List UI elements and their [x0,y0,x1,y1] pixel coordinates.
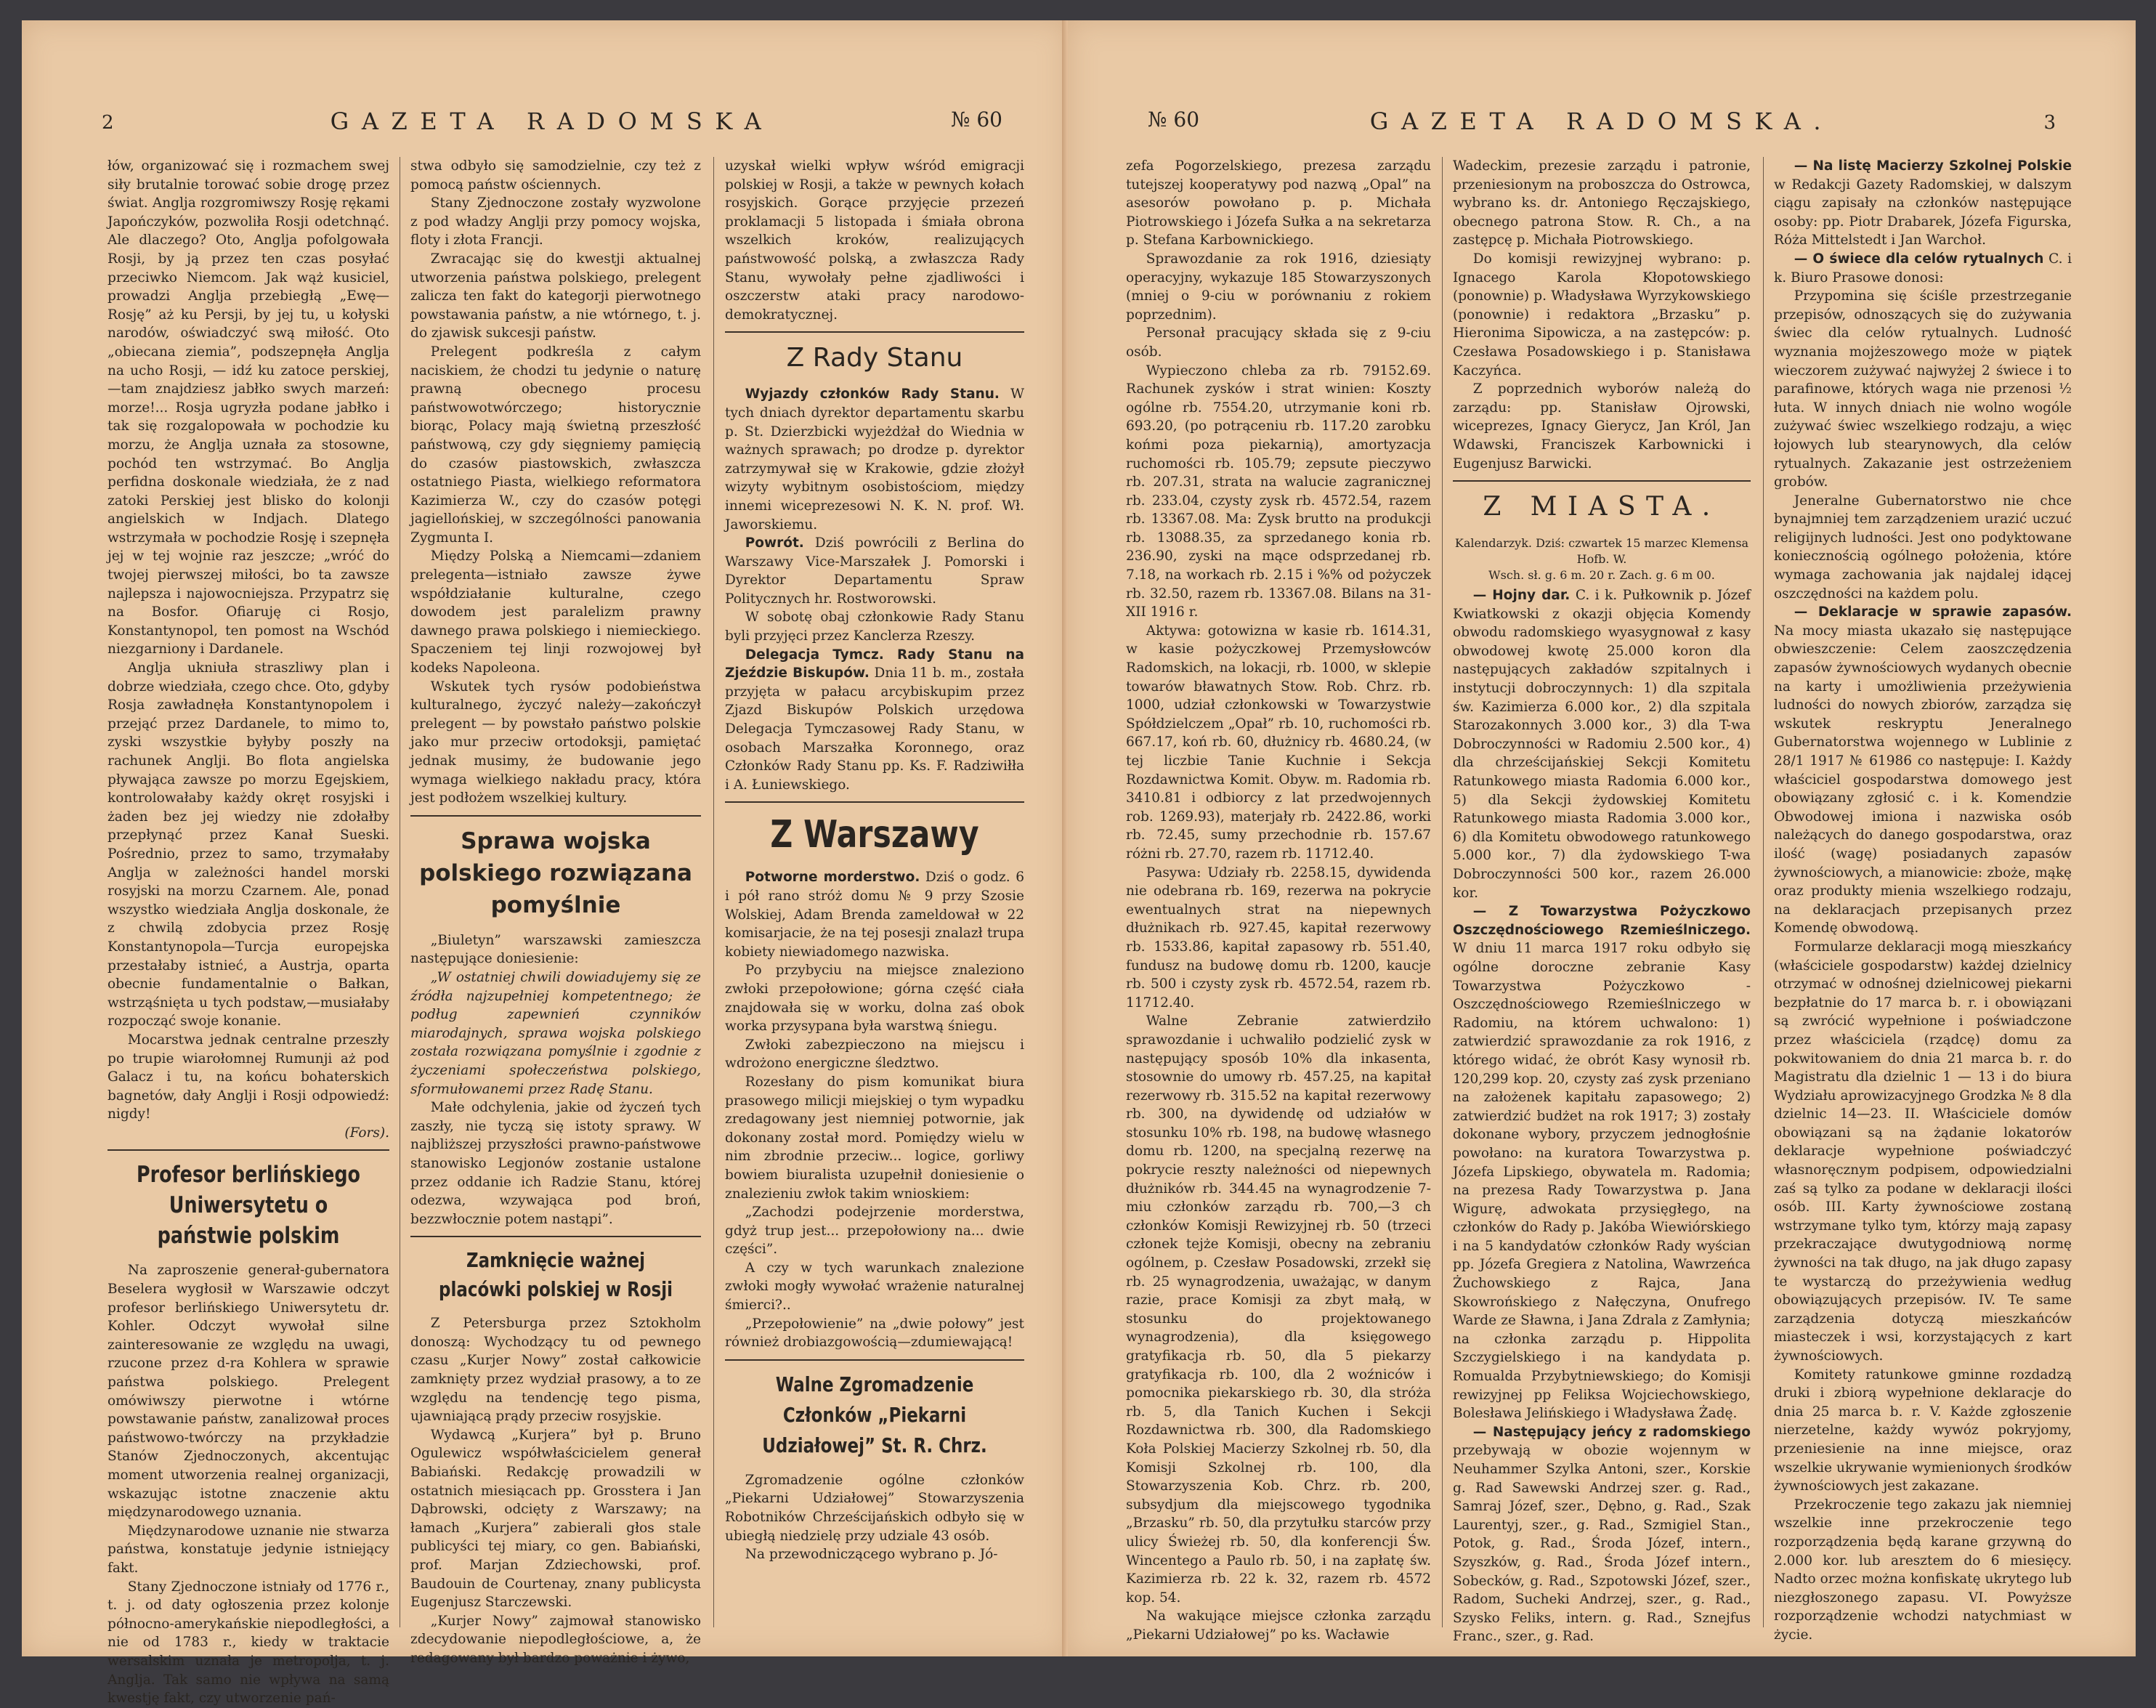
paragraph: Zgromadzenie ogólne członków „Piekarni Udziałowej” Stowarzyszenia Robotników Chrześcijańskich odbyło się w ubiegłą niedzielę przy udziale 43 osób. [725,1472,1024,1544]
paragraph: Z Petersburga przez Sztokholm donoszą: Wychodzący tu od pewnego czasu „Kurjer Nowy” został całkowicie zamknięty przez wydział prasowy, a to ze względu na tendencję tego pisma, ujawniającą prądy przeciw rosyjskie. [410,1316,701,1425]
paragraph: Z poprzednich wyborów należą do zarządu: pp. Stanisław Ojrowski, wiceprezes, Ignacy Gierycz, Jan Król, Jan Wdawski, Franciszek Karbownicki i Eugenjusz Barwicki. [1453,381,1751,471]
headline-z-warszawy: Z Warszawy [770,813,979,857]
divider [725,1359,1024,1361]
column-rule [1442,157,1443,1627]
paragraph: W dniu 11 marca 1917 roku odbyło się ogólne doroczne zebranie Kasy Towarzystwa Pożyczkowo - Oszczędnościowego Rzemieślniczego w Radomiu, na którem uchwalono: 1) zatwierdzić sprawozdanie za rok 1916, z którego widać, że obrót Kasy wynosił rb. 120,299 kop. 20, czysty zaś zysk przeniano na założenek kapitału zapasowego; 2) zatwierdzić budżet na rok 1917; 3) zostały dokonane wybory, przyczem jednogłośnie powołano: na kuratora Towarzystwa p. Józefa Lipskiego, obywatela m. Radomia; na prezesa Rady Towarzystwa p. Jana Wigurę, adwokata przysięgłego, na członków do Rady p. Jakóba Wiewiórskiego i na 5 kandydatów członków Rady wyścian pp. Józefa Gregiera z Natolina, Wawrzeńca Żuchowskiego z Rajca, Jana Skowrońskiego z Nałęczyna, Onufrego Warde ze Sławna, i Jana Zdrala z Zamłynia; na członka zarządu p. Hippolita Szczygielskiego i na kandydata p. Romualda Przybytniewskiego; do Komisji rewizyjnej pp Feliksa Wojciechowskiego, Bolesława Jelińskiego i Władysława Żadę. [1453,941,1751,1422]
paragraph: Stany Zjednoczone zostały wyzwolone z pod władzy Anglji przy pomocy wojska, floty i złota Francji. [410,195,701,248]
paragraph: Aktywa: gotowizna w kasie rb. 1614.31, w kasie pożyczkowej Przemysłowców Radomskich, na lokacji, rb. 1000, w sklepie towarów bławatnych Stow. Rob. Chrz. rb. 1000, udział członkowski w Towarzystwie Spółdzielczem „Opał” rb. 10, ruchomości rb. 667.17, koń rb. 60, dłużnicy rb. 4680.24, (w tej liczbie Tanie Kuchnie i Sekcja Rozdawnictwa Komit. Obyw. m. Radomia rb. 3410.81 i odbiorcy z lat przedwojennych rob. 1269.93), materjały rb. 2422.86, worki rb. 72.45, sumy przechodnie rb. 157.67 różni rb. 27.70, razem rb. 11712.40. [1126,623,1431,862]
left-header [102,108,1002,137]
paragraph: „W ostatniej chwili dowiadujemy się ze źródła najzupełniej kompetentnego; że podług zapewnień czynników miarodajnych, sprawa wojska polskiego została rozwiązana pomyślnie i zgodnie z życzeniami społeczeństwa polskiego, sformułowanemi przez Radę Stanu. [410,969,701,1097]
paragraph: Dnia 11 b. m., została przyjęta w pałacu arcybiskupim przez Zjazd Biskupów Polskich urzędowa Delegacja Tymczasowej Rady Stanu, w osobach Marszałka Koronnego, oraz Członków Rady Stanu pp. Ks. F. Radziwiłła i A. Łuniewskiego. [725,665,1024,793]
paragraph: w Redakcji Gazety Radomskiej, w dalszym ciągu zapisały na członków następujące osoby: pp. Piotr Drabarek, Józefa Figurska, Róża Mittelstedt i Jan Warchoł. [1774,177,2072,248]
left-page [22,20,1068,1707]
paragraph: Po przybyciu na miejsce znaleziono zwłoki przepołowione; górna część ciała znajdowała się w worku, dolna zaś obok worka przysypana była warstwą śniegu. [725,963,1024,1035]
paragraph: Wskutek tych rysów podobieństwa kulturalnego, życzyć należy—zakończył prelegent — by powstało państwo polskie jako mur przeciw ortodoksji, pamiętać jednak musimy, że budowanie jego wymaga wielkiego nakładu pracy, która jest podłożem wszelkiej kultury. [410,679,701,806]
paragraph: Na mocy miasta ukazało się następujące obwieszczenie: Celem zaoszczędzenia zapasów żywnościowych wydanych obecnie na karty i umożliwienia przeżywienia ludności do nowych zbiorów, zarządza się wskutek reskryptu Jeneralnego Gubernatorstwa wojennego w Lublinie z 28/1 1917 № 61986 co następuje: I. Każdy właściciel gospodarstwa domowego jest obowiązany zgłosić c. i k. Komendzie Obwodowej imiona i nazwiska osób należących do danego gospodarstwa, oraz ilość (wagę) posiadanych zapasów żywnościowych, a mianowicie: zboże, mąkę oraz produkty mienia wszelkiego rodzaju, na deklaracjach przepisanych przez Komendę obwodową. [1774,623,2072,936]
lead-in: Powrót. [745,535,804,551]
paragraph: uzyskał wielki wpływ wśród emigracji polskiej w Rosji, a także w pewnych kołach rosyjskich. Gorące przyjęcie przezeń proklamacji 5 listopada i śmiała obrona wszelkich kroków, realizujących państwowość polską, a zwłaszcza Rady Stanu, wywołały pełne zjadliwości i oszczerstw ataki pracy narodowo-demokratycznej. [725,158,1024,323]
page-number: 2 [102,112,114,134]
paragraph: „Biuletyn” warszawski zamieszcza następujące doniesienie: [410,932,701,967]
masthead: GAZETA RADOMSKA [330,108,774,135]
divider [725,331,1024,333]
lead-in: Delegacja Tymcz. Rady Stanu na Zjeździe Biskupów. [725,647,1024,681]
paragraph: Przekroczenie tego zakazu jak niemniej wszelkie inne przekroczenie tego rozporządzenia będą karane grzywną do 2.000 kor. lub aresztem do 6 miesięcy. Nadto orzec można konfiskatę ukrytego lub niezgłoszonego zapasu. VI. Powyższe rozporządzenie wchodzi natychmiast w życie. [1774,1497,2072,1643]
paragraph: Personał pracujący składa się z 9-ciu osób. [1126,325,1431,360]
headline-kohler: Profesor berlińskiego Uniwersytetu o państwie polskim [136,1162,361,1250]
divider [108,1149,389,1151]
paragraph: Stany Zjednoczone istniały od 1776 r., t. j. od daty ogłoszenia przez kolonje północno-amerykańskie niepodległości, a nie od 1783 r., kiedy w traktacie wersalskim uznała je metropolja, t. j. Anglja. Tak samo nie wpływa na samą kwestję fakt, czy utworzenie pań- [108,1579,389,1707]
divider [1453,480,1751,482]
paragraph: Dziś o godz. 6 i pół rano stróż domu № 9 przy Szosie Wolskiej, Adam Brenda zameldował w 22 komisarjacie, że na tej posesji znalazł trupa kobiety niewiadomego nazwiska. [725,870,1025,960]
right-column-2 [1453,157,1751,1645]
lead-in: Wyjazdy członków Rady Stanu. [745,386,1000,402]
paragraph: Małe odchylenia, jakie od życzeń tych zaszły, nie tyczą się istoty sprawy. W najbliższej przyszłości prawno-państwowe stanowisko Legjonów zostanie ustalone przez oddanie ich Radzie Stanu, której odezwa, wzywająca pod broń, bezzwłocznie potem nastąpi”. [410,1100,701,1227]
lead-in: Potworne morderstwo. [745,870,920,886]
left-column-1 [108,157,389,1707]
paragraph: C. i k. Biuro Prasowe donosi: [1774,251,2072,286]
right-page [1068,20,2136,1656]
paragraph: A czy w tych warunkach znalezione zwłoki mogły wywołać wrażenie naturalnej śmierci?.. [725,1260,1024,1314]
paragraph: zefa Pogorzelskiego, prezesa zarządu tutejszej kooperatywy pod nazwą „Opal” na asesorów powołano p. p. Michała Piotrowskiego i Józefa Sułka a na sekretarza p. Stefana Karbownickiego. [1126,158,1431,248]
paragraph: Na przewodniczącego wybrano p. Jó- [745,1547,998,1563]
paragraph: przebywają w obozie wojennym w Neuhammer Szylka Antoni, szer., Korskie g. Rad Sawewski Andrzej szer. g. Rad., Samraj Józef, szer., Dębno, g. Rad., Szak Laurentyj, szer., g. Rad., Szmigiel Stan., Potok, g. Rad., Środa Józef, intern., Szyszków, g. Rad., Środa Józef intern., Sobecków, g. Rad., Szpotowski Józef, szer., Radom, Sucheki Andrzej, szer., g. Rad., Szysko Feliks, intern. g. Rad., Sznejfus Franc., szer., g. Rad. [1453,1443,1751,1645]
paragraph: Między Polską a Niemcami—zdaniem prelegenta—istniało zawsze żywe współdziałanie kulturalne, czego dowodem jest paralelizm prawny dawnego prawa polskiego i niemieckiego. Spaczeniem tej linji rozwojowej był kodeks Napoleona. [410,549,701,676]
divider [410,815,701,817]
paragraph: Wadeckim, prezesie zarządu i patronie, przeniesionym na proboszcza do Ostrowca, wybrano ks. dr. Antoniego Ręczajskiego, obecnego patrona Stow. R. Ch., a na zastępcę p. Michała Piotrowskiego. [1453,158,1751,248]
lead-in: — Na listę Macierzy Szkolnej Polskie [1794,158,2072,174]
right-column-1 [1126,157,1431,1643]
paragraph: „Kurjer Nowy” zajmował stanowisko zdecydowanie niepodległościowe, a, że redagowany był bardzo poważnie i żywo, [410,1613,701,1666]
paragraph: C. i k. Pułkownik p. Józef Kwiatkowski z okazji objęcia Komendy obwodu radomskiego wyasygnował z kasy obwodowej kwotę 25.000 koron dla następujących zakładów szpitalnych i instytucji dobroczynnych: 1) dla szpitala św. Kazimierza 6.000 kor., 2) dla szpitala Starozakonnych 3.000 kor., 3) dla T-wa Dobroczynności w Radomiu 2.500 kor., 4) dla chrześcijańskiej Sekcji Komitetu Ratunkowego miasta Radomia 6.000 kor., 5) dla Sekcji żydowskiej Komitetu Ratunkowego miasta Radomia 3.000 kor., 6) dla Komitetu obwodowego ratunkowego 5.000 kor., 7) dla żydowskiego T-wa Dobroczynności 500 kor., razem 26.000 kor. [1453,588,1751,901]
calendar-line: Wsch. sł. g. 6 m. 20 r. Zach. g. 6 m 00. [1488,568,1715,583]
headline-rada-stanu: Z Rady Stanu [786,343,963,373]
signature: (Fors). [344,1125,389,1141]
issue-number: № 60 [1148,108,1200,131]
paragraph: Na zaproszenie generał-gubernatora Beselera wygłosił w Warszawie odczyt profesor berlińskiego Uniwersytetu dr. Kohler. Odczyt wywołał silne zainteresowanie ze względu na uwagi, rzucone przez d-ra Kohlera w sprawie państwa polskiego. Prelegent omówiwszy pierwotne i wtórne powstawanie państw, zanalizował proces państwowo-twórczy na przykładzie Stanów Zjednoczonych, akcentując moment utworzenia realnej organizacji, wskazując istotne znaczenie aktu międzynarodowego uznania. [108,1263,389,1521]
paragraph: Prelegent podkreśla z całym naciskiem, że chodzi tu jedynie o naturę prawną obecnego procesu państwowotwórczego; historycznie biorąc, Polacy mają świetną przeszłość państwową, czy gdy sięgniemy pamięcią do czasów piastowskich, zwłaszcza ostatniego Piasta, wielkiego reformatora Kazimierza W., czy do czasów potęgi jagiellońskiej, w szczególności panowania Zygmunta I. [410,344,701,546]
paragraph: Pasywa: Udziały rb. 2258.15, dywidenda nie odebrana rb. 169, rezerwa na pokrycie ewentualnych strat na niepewnych dłużnikach rb. 927.45, kapitał rezerwowy rb. 1533.86, kapitał zapasowy rb. 551.40, fundusz na budowę domu rb. 1200, kaucje rb. 500 i czysty zysk rb. 4572.54, razem rb. 11712.40. [1126,865,1431,1011]
paragraph: W tych dniach dyrektor departamentu skarbu p. St. Dzierzbicki wyjeżdżał do Wiednia w ważnych sprawach; po drodze p. dyrektor zatrzymywał się w Krakowie, gdzie złożył wizyty wybitnym osobistościom, między innemi wiceprezesowi N. K. N. prof. Wł. Jaworskiemu. [725,386,1024,533]
headline-z-miasta: Z MIASTA. [1483,492,1721,522]
paragraph: Anglja ukniuła straszliwy plan i dobrze wiedziała, czego chce. Oto, gdyby Rosja zawładnęła Konstantynopolem i przejąć przez Dardanele, to mimo to, zyski wszystkie byłyby poszły na rachunek Anglji. Bo flota angielska pływająca zawsze po morzu Egejskiem, kontrolowałaby każdy okręt rosyjski i żaden bez jej wiedzy nie zdołałby przepłynąć przez Kanał Sueski. Pośrednio, przez to samo, trzymałaby Anglja w zależności handel morski rosyjski na morzu Czarnem. Ale, ponad wszystko wiedziała Anglja doskonale, że z chwilą zdobycia przez Rosję Konstantynopola—Turcja europejska przestałaby istnieć, a Austrja, oparta obecnie fundamentalnie o Bałkan, wstrząśnięta u tych podstaw,—musiałaby rozpocząć swoje konanie. [108,660,389,1029]
lead-in: — Deklaracje w sprawie zapasów. [1794,604,2072,620]
issue-number: № 60 [950,108,1002,131]
paragraph: stwa odbyło się samodzielnie, czy też z pomocą państw ościennych. [410,158,701,193]
paragraph: Sprawozdanie za rok 1916, dziesiąty operacyjny, wykazuje 185 Stowarzyszonych (mniej o 9-ciu w porównaniu z rokiem poprzednim). [1126,251,1431,323]
headline-wojsko: Sprawa wojska polskiego rozwiązana pomyślnie [419,827,692,918]
calendar-line: Kalendarzyk. Dziś: czwartek 15 marzec Klemensa Hofb. W. [1454,536,1749,567]
paragraph: Komitety ratunkowe gminne rozdadzą druki i zbiorą wypełnione deklaracje do dnia 25 marca b. r. V. Każde zgłoszenie nierzetelne, każdy wywóz pokryjomy, przeniesienie na inne miejsce, oraz wszelkie ukrywanie wymienionych środków żywnościowych jest zakazane. [1774,1367,2072,1494]
column-rule [713,157,714,1627]
paragraph: Wypieczono chleba za rb. 79152.69. Rachunek zysków i strat winien: Koszty ogólne rb. 7554.20, utrzymanie koni rb. 693.20, (po potrąceniu rb. 117.20 zarobku końmi poza piekarnią), amortyzacja ruchomości rb. 105.79; zepsute pieczywo rb. 207.31, strata na walucie zagranicznej rb. 233.04, czysty zysk rb. 4572.54, razem rb. 13367.08. Ma: Zysk brutto na produkcji rb. 13088.35, za sprzedanego konia rb. 236.90, zyski na mące odsprzedanej rb. 7.18, na workach rb. 2.15 i %% od pożyczek rb. 32.50, razem rb. 13367.08. Bilans na 31-XII 1916 r. [1126,363,1431,620]
paragraph: „Przepołowienie” na „dwie połowy” jest również drobiazgowością—zdumiewającą! [725,1316,1024,1351]
paragraph: Rozesłany do pism komunikat biura prasowego milicji miejskiej o tym wypadku zredagowany jest niemniej potwornie, jak dokonany został mord. Pomiędzy wielu w nim zbrodnie przeciw... logice, gorliwy bowiem biuralista uzupełnił doniesienie o znalezieniu zwłok takim wnioskiem: [725,1074,1024,1202]
lead-in: — Z Towarzystwa Pożyczkowo Oszczędnościowego Rzemieślniczego. [1453,904,1751,938]
paragraph: Dziś powrócili z Berlina do Warszawy Vice-Marszałek J. Pomorski i Dyrektor Departamentu Spraw Politycznych hr. Rostworowski. [725,535,1024,607]
divider [410,1236,701,1237]
right-header [1148,108,2056,137]
paragraph: łów, organizować się i rozmachem swej siły brutalnie torować sobie drogę przez świat. Anglja rozgromiwszy Rosję rękami Japończyków, pozwoliła Rosji odetchnąć. Ale dlaczego? Oto, Anglja pofolgowała Rosji, by ją przez ten czas posyłać przeciwko Niemcom. Jak wąż kusiciel, prowadzi Anglja przebiegłą „Ewę—Rosję” aż ku Persji, by jej tu, u kołyski narodów, oświadczyć swą miłość. Oto „obiecana ziemia”, podszepnęła Anglja na ucho Rosji, — idź ku zatoce perskiej,—tam znajdziesz jabłko swych marzeń: morze!... Rosja ugryzła podane jabłko i tak się rozgalopowała w pochodzie ku morzu, że Anglja uznała za stosowne, pochód ten wstrzymać. Bo Anglja perfidna doskonale wiedziała, że z nad zatoki Perskiej jest blisko do kolonji angielskich w Indjach. Dlatego wstrzymała w pochodzie Rosję i szepnęła jej w tej wojnie raz jeszcze; „wróć do twojej pierwszej miłości, bo ta zawsze najlepsza i najowocniejsza. Przypatrz się na Bosfor. Ofiaruję ci Rosjo, Konstantynopol, ten pomost na Wschód niezgarniony i Dardanele. [108,158,389,657]
column-rule [1763,157,1764,1627]
paragraph: Walne Zebranie zatwierdziło sprawozdanie i uchwaliło podzielić zysk w następujący sposób 10% dla inkasenta, stosownie do umowy rb. 457.25, na kapitał rezerwowy rb. 315.52 na kapitał rezerwowy rb. 300, na dywidendę od udziałów w stosunku 10% rb. 198, na budowę własnego domu rb. 1200, na specjalną rezerwę na pokrycie reszty należności od niepewnych dłużników rb. 344.45 na wynagrodzenie 7-miu członków zarządu rb. 700,—3 ch członków Komisji Rewizyjnej rb. 50 (trzeci członek tejże Komisji, obecny na zebraniu ogólnem, p. Czesław Posadowski, zrzekł się rb. 25 wynagrodzenia, uważając, w danym razie, prace Komisji za zbyt małą, w stosunku do projektowanego wynagrodzenia), dla księgowego gratyfikacja rb. 50, dla 5 piekarzy gratyfikacja rb. 100, dla 2 woźniców i pomocnika piekarskiego rb. 30, dla stróża rb. 5, dla Tanich Kuchen i Sekcji Rozdawnictwa rb. 300, dla Radomskiego Koła Polskiej Macierzy Szkolnej rb. 50, dla Komisji Szkolnej rb. 100, dla Stowarzyszenia Kob. Chrz. rb. 200, subsydjum dla miejscowego tygodnika „Brzasku” rb. 50, dla przytułku starców przy ulicy Świeżej rb. 50, dla konferencji Św. Wincentego a Paulo rb. 50, i na zapłatę św. Kazimierza rb. 22 k. 32, razem rb. 4572 kop. 54. [1126,1013,1431,1606]
left-column-3 [725,157,1024,1635]
paragraph: Jeneralne Gubernatorstwo nie chce bynajmniej tem zarządzeniem urazić uczuć religijnych ludności. Jest ono podyktowane koniecznością ogólnego położenia, które wymaga zachowania jak najdalej idącej oszczędności na każdem polu. [1774,493,2072,602]
paragraph: Zwracając się do kwestji aktualnej utworzenia państwa polskiego, prelegent zalicza ten fakt do kategorji pierwotnego powstawania państw, a nie wtórnego, t. j. do zjawisk sukcesji państw. [410,251,701,341]
paragraph: Na wakujące miejsce członka zarządu „Piekarni Udziałowej” po ks. Wacławie [1126,1608,1431,1643]
headline-piekarnia: Walne Zgromadzenie Członków „Piekarni Udziałowej” St. R. Chrz. [762,1372,987,1457]
lead-in: — O świece dla celów rytualnych [1794,251,2044,267]
paragraph: Do komisji rewizyjnej wybrano: p. Ignacego Karola Kłopotowskiego (ponownie) p. Władysława Wyrzykowskiego (ponownie) i redaktora „Brzasku” p. Hieronima Sipowicza, a na zastępców: p. Czesława Posadowskiego i p. Stanisława Kaczyńca. [1453,251,1751,379]
paragraph: W sobotę obaj członkowie Rady Stanu byli przyjęci przez Kanclerza Rzeszy. [725,610,1024,644]
divider [725,801,1024,803]
masthead: GAZETA RADOMSKA. [1369,108,1834,135]
lead-in: — Następujący jeńcy z radomskiego [1472,1424,1751,1440]
paragraph: „Zachodzi podejrzenie morderstwa, gdyż trup jest... przepołowiony na... dwie części”. [725,1205,1024,1258]
right-column-3 [1774,157,2072,1643]
paragraph: Zwłoki zabezpieczono na miejscu i wdrożono energiczne śledztwo. [725,1037,1024,1072]
paragraph: Formularze deklaracji mogą mieszkańcy (właściciele gospodarstw) każdej dzielnicy otrzymać w odnośnej dzielnicowej piekarni bezpłatnie do 17 marca b. r. i obowiązani są zwrócić wypełnione i poświadczone przez właściciela (rządcę) domu za pokwitowaniem do dnia 21 marca b. r. do Magistratu dla dzielnic 1 — 13 i do biura Wydziału aprowizacyjnego Grodzka № 8 dla dzielnic 14—23. II. Właściciele domów obowiązani są na żądanie lokatorów deklaracje wypełnione poświadczyć własnoręcznym podpisem, odpowiedzialni zaś są tylko za podane w deklaracji ilości osób. III. Karty żywnościowe zostaną wstrzymane tylko tym, którzy mają zapasy przekraczające dwutygodniową normę żywności na tak długo, na jak długo zapasy te wystarczą do przeżywienia według obowiązujących przepisów. IV. Te same zarządzenia dotyczą mieszkańców miasteczek i wsi, korzystających z kart żywnościowych. [1774,939,2072,1364]
paragraph: Przypomina się ściśle przestrzeganie przepisów, odnoszących się do zużywania świec dla celów rytualnych. Ludność wyznania mojżeszowego może w piątek wieczorem zużywać najwyżej 2 świece i to parafinowe, których waga nie przenosi ½ łuta. W innych dniach nie wolno wogóle zużywać świec wszelkiego rodzaju, a więc łojowych lub stearynowych, dla celów rytualnych. Zakazanie jest ostrzeżeniem grobów. [1774,288,2072,490]
page-number: 3 [2043,112,2056,134]
left-column-2 [410,157,701,1666]
paragraph: Międzynarodowe uznanie nie stwarza państwa, konstatuje jedynie istniejący fakt. [108,1523,389,1576]
paragraph: Mocarstwa jednak centralne przeszły po trupie wiarołomnej Rumunji aż pod Galacz i tu, na końcu bohaterskich bagnetów, dały Anglji i Rosji odpowiedź: nigdy! [108,1032,389,1122]
paragraph: Wydawcą „Kurjera” był p. Bruno Ogulewicz współwłaścicielem generał Babiański. Redakcję prowadzili w ostatnich miesiącach pp. Grosstera i Jan Dąbrowski, odcięty z Warszawy; na łamach „Kurjera” zabierali głos stale publicyści tej miary, co gen. Babiański, prof. Marjan Zdziechowski, prof. Baudouin de Courtenay, znany publicysta Eugenjusz Starczewski. [410,1427,701,1611]
headline-rosja: Zamknięcie ważnej placówki polskiej w Rosji [439,1248,673,1302]
lead-in: — Hojny dar. [1472,588,1571,604]
